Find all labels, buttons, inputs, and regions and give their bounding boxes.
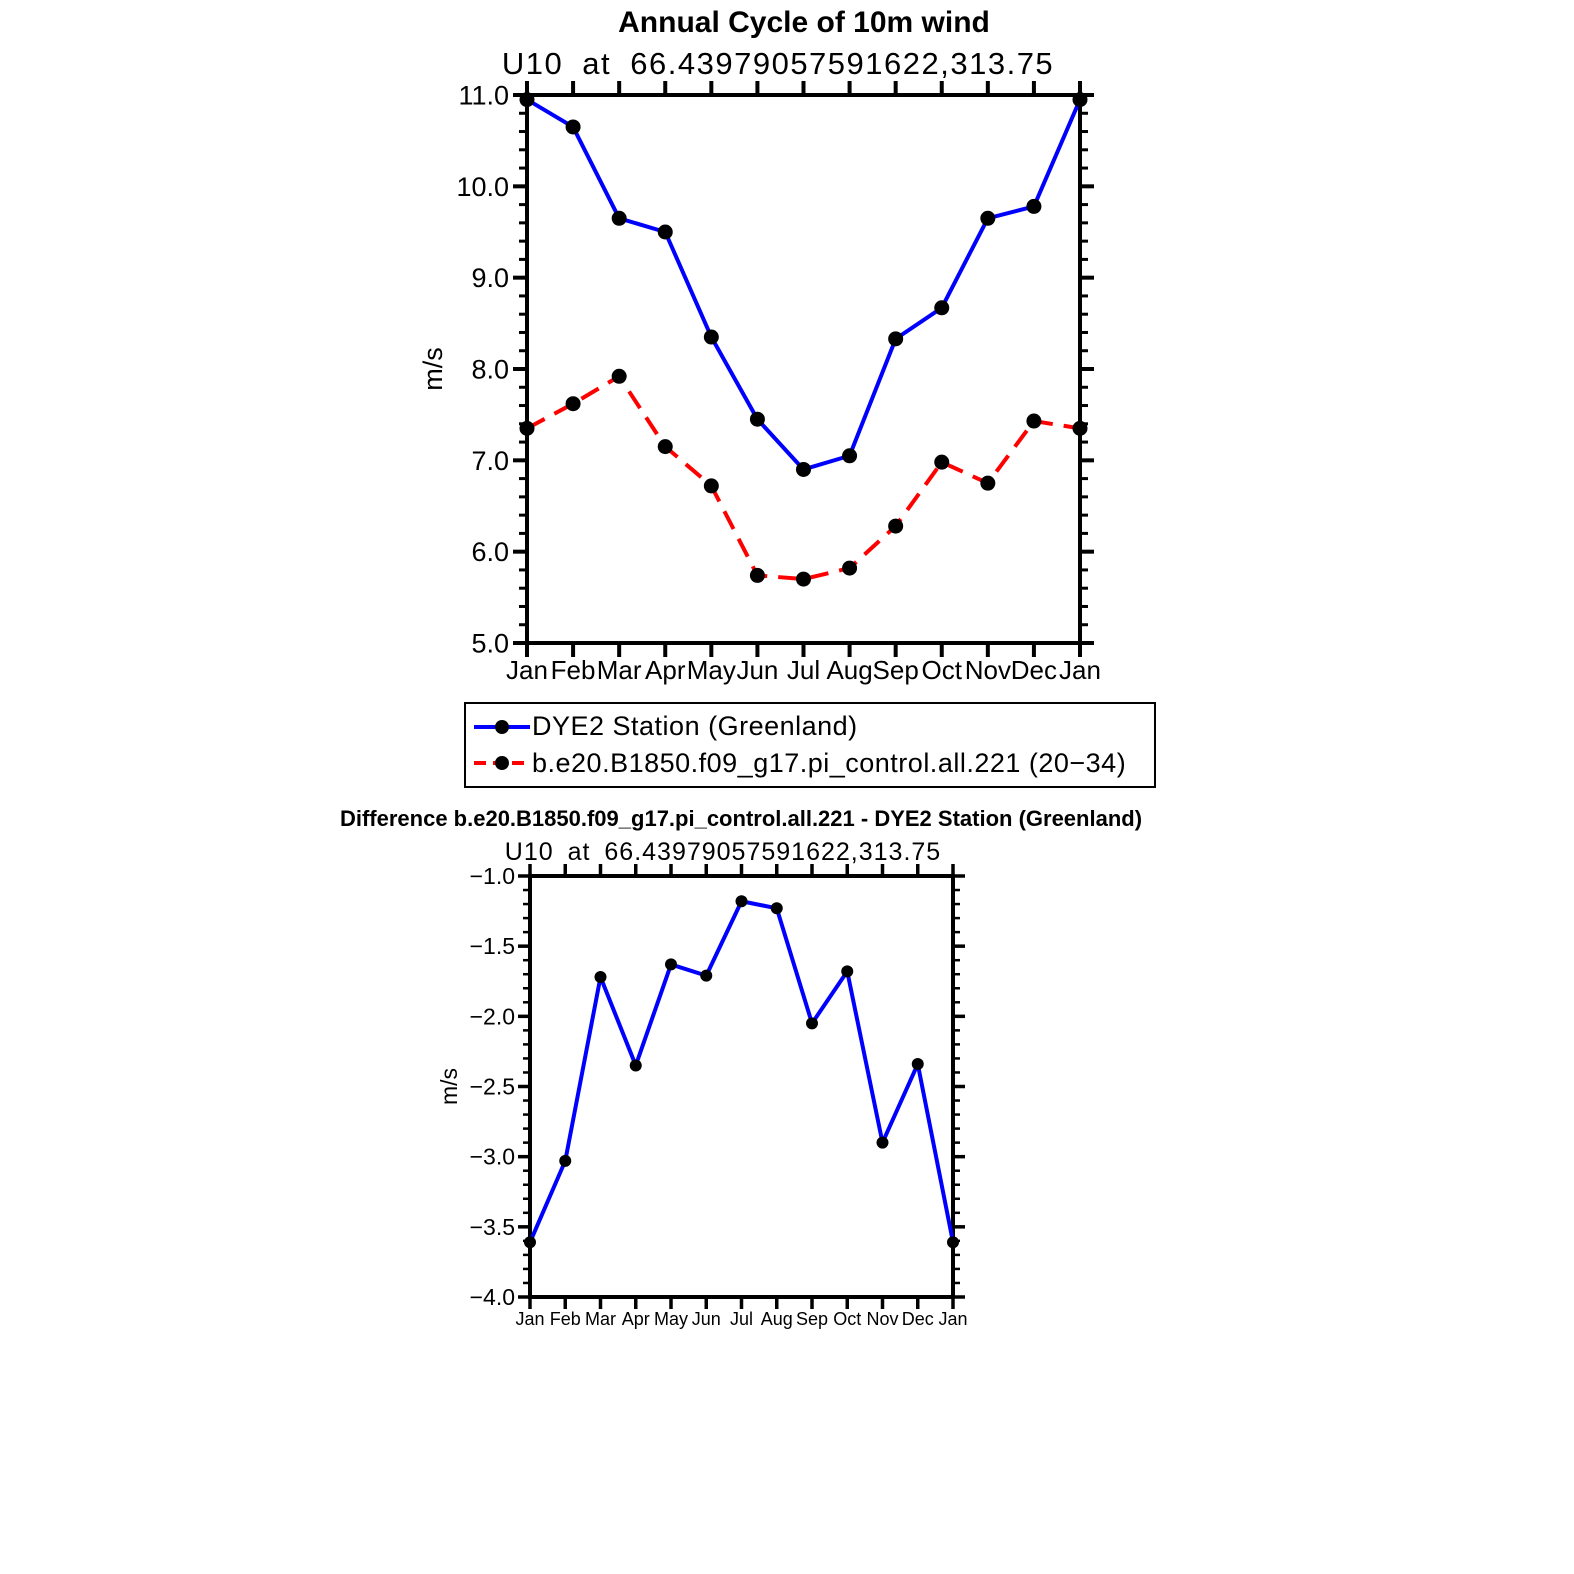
svg-text:Jan: Jan bbox=[938, 1309, 968, 1329]
svg-text:Jan: Jan bbox=[1059, 655, 1101, 685]
svg-text:Nov: Nov bbox=[866, 1309, 899, 1329]
legend-row-station bbox=[472, 711, 1154, 742]
svg-text:Feb: Feb bbox=[550, 655, 596, 685]
svg-text:−4.0: −4.0 bbox=[469, 1284, 515, 1311]
svg-text:Oct: Oct bbox=[833, 1309, 862, 1329]
axis-frame bbox=[530, 876, 953, 1297]
y-axis-label: m/s bbox=[418, 347, 448, 391]
top-chart-title: Annual Cycle of 10m wind bbox=[618, 6, 990, 39]
svg-text:Mar: Mar bbox=[596, 655, 642, 685]
y-axis-label: m/s bbox=[436, 1067, 462, 1106]
svg-text:9.0: 9.0 bbox=[471, 263, 509, 294]
series-line-0 bbox=[527, 100, 1080, 470]
svg-text:Feb: Feb bbox=[549, 1309, 581, 1329]
svg-text:−3.5: −3.5 bbox=[469, 1213, 515, 1240]
svg-text:Sep: Sep bbox=[795, 1309, 829, 1329]
svg-text:Jun: Jun bbox=[736, 655, 779, 685]
series-markers-0 bbox=[520, 92, 1088, 477]
svg-text:Jul: Jul bbox=[729, 1309, 754, 1329]
series-markers-1 bbox=[520, 369, 1088, 587]
svg-text:May: May bbox=[653, 1309, 689, 1329]
svg-text:Mar: Mar bbox=[585, 1309, 616, 1329]
axis-ticks bbox=[513, 81, 1094, 657]
svg-text:Jan: Jan bbox=[515, 1309, 545, 1329]
svg-text:May: May bbox=[686, 655, 736, 685]
svg-text:−1.0: −1.0 bbox=[469, 863, 515, 890]
svg-text:8.0: 8.0 bbox=[471, 354, 509, 385]
legend-label-model: b.e20.B1850.f09_g17.pi_control.all.221 (20−34) bbox=[532, 747, 1127, 778]
svg-text:Dec: Dec bbox=[901, 1309, 934, 1329]
axis-ticks bbox=[518, 864, 965, 1309]
top-chart-plot bbox=[418, 80, 1101, 685]
svg-text:Dec: Dec bbox=[1010, 655, 1058, 685]
series-line-0 bbox=[530, 901, 953, 1242]
x-tick-labels bbox=[506, 655, 1101, 685]
series-markers-0 bbox=[524, 895, 959, 1248]
legend-row-model bbox=[472, 748, 1154, 779]
x-tick-labels bbox=[515, 1309, 967, 1329]
legend-key-solid-line bbox=[472, 714, 532, 740]
svg-text:Oct: Oct bbox=[921, 655, 962, 685]
svg-text:Jul: Jul bbox=[786, 655, 821, 685]
y-tick-labels bbox=[470, 863, 515, 1310]
svg-text:Aug: Aug bbox=[760, 1309, 793, 1329]
difference-chart-plot bbox=[436, 863, 968, 1329]
svg-text:11.0: 11.0 bbox=[458, 80, 509, 111]
legend-box bbox=[464, 702, 1156, 788]
series-line-1 bbox=[527, 376, 1080, 579]
difference-chart-subtitle: U10 at 66.43979057591622,313.75 bbox=[504, 838, 942, 866]
legend-key-marker-icon bbox=[495, 756, 509, 770]
top-chart-subtitle: U10 at 66.43979057591622,313.75 bbox=[501, 46, 1055, 81]
svg-text:6.0: 6.0 bbox=[471, 537, 509, 568]
svg-text:5.0: 5.0 bbox=[471, 628, 509, 659]
legend-key-dashed-line bbox=[472, 750, 532, 776]
svg-text:Aug: Aug bbox=[826, 655, 873, 685]
svg-text:−2.0: −2.0 bbox=[469, 1003, 515, 1030]
svg-text:7.0: 7.0 bbox=[471, 445, 509, 476]
legend-key-marker-icon bbox=[495, 720, 509, 734]
svg-text:−3.0: −3.0 bbox=[469, 1143, 515, 1170]
legend-label-station: DYE2 Station (Greenland) bbox=[532, 711, 858, 742]
svg-text:Sep: Sep bbox=[872, 655, 919, 685]
svg-text:10.0: 10.0 bbox=[456, 171, 509, 202]
svg-text:−2.5: −2.5 bbox=[469, 1073, 515, 1100]
svg-text:Apr: Apr bbox=[645, 655, 686, 685]
svg-text:Apr: Apr bbox=[621, 1309, 650, 1329]
svg-text:Nov: Nov bbox=[964, 655, 1011, 685]
svg-text:Jun: Jun bbox=[691, 1309, 721, 1329]
axis-frame bbox=[527, 95, 1080, 643]
difference-chart-title: Difference b.e20.B1850.f09_g17.pi_control.all.221 - DYE2 Station (Greenland) bbox=[339, 806, 1143, 831]
y-tick-labels bbox=[456, 80, 509, 658]
svg-text:−1.5: −1.5 bbox=[469, 933, 515, 960]
svg-text:Jan: Jan bbox=[506, 655, 548, 685]
